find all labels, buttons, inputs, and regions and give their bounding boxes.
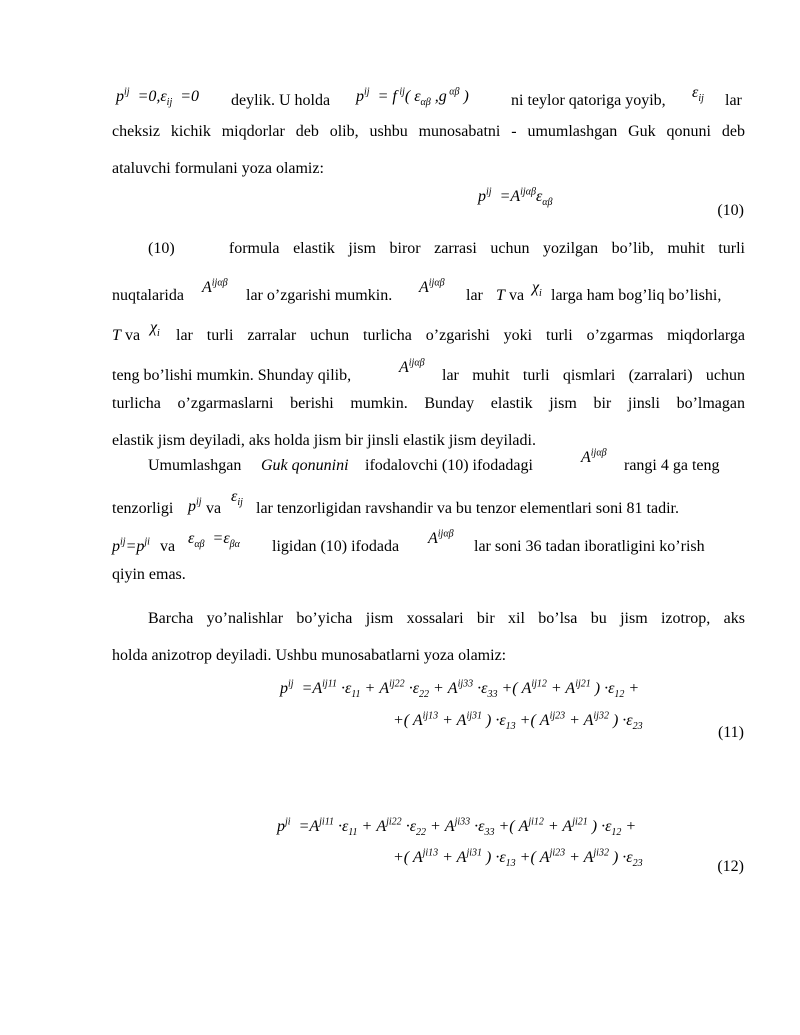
formula-chi-i-2: $\chi_i$ xyxy=(150,319,160,340)
text-lar-turli-inner: lar turli zarralar uchun turlicha o’zgarishi yoki turli o’zgarmas miqdorlarga xyxy=(176,327,745,344)
text-ligidan: ligidan (10) ifodada xyxy=(272,538,400,555)
equation-11-line-2: +( $A^{ij13} + A^{ij31}$ ) $\cdot\varepsilon_{13}$ +( $A^{ij23} + A^{ij32}$ ) $\cdot\varepsilon_{23}$ xyxy=(393,710,643,733)
text-deylik: deylik. U holda xyxy=(231,92,331,109)
equation-10-number: (10) xyxy=(717,202,744,219)
paragraph-2-line-3 xyxy=(112,309,745,349)
text-rangi: rangi 4 ga teng xyxy=(624,457,720,474)
text-va-2: va xyxy=(125,327,141,344)
formula-chi-i: $\chi_i$ xyxy=(532,279,542,300)
paragraph-2-line-6: elastik jism deyiladi, aks holda jism bir jinsli elastik jism deyiladi. xyxy=(112,432,536,449)
formula-A-ijab-3: $A^{ij\alpha\beta}$ xyxy=(399,357,425,376)
paragraph-2 xyxy=(112,230,745,459)
text-larga-ham: larga ham bog’liq bo’lishi, xyxy=(551,287,722,304)
formula-eps-ij-2: $\varepsilon_{ij}$ xyxy=(231,488,243,509)
formula-p-f-eps-g: $p^{ij} = f$ $^{ij}$( $\varepsilon_{\alpha\beta}$ ,g $^{\alpha\beta}$ ) xyxy=(356,86,469,109)
text-va: va xyxy=(509,287,525,304)
paragraph-3-line-2 xyxy=(112,480,745,520)
formula-A-ijab-1: $A^{ij\alpha\beta}$ xyxy=(202,277,228,296)
text-lar-muhit xyxy=(442,357,745,394)
paragraph-2-line-2 xyxy=(112,267,745,309)
text-lar-soni: lar soni 36 tadan iboratligini ko’rish xyxy=(474,538,705,555)
paragraph-3-line-4: qiyin emas. xyxy=(112,566,186,583)
equation-11-number: (11) xyxy=(717,724,744,741)
text-va-4: va xyxy=(160,538,176,555)
equation-12-number: (12) xyxy=(717,858,744,875)
formula-eps-sym: $\varepsilon_{\alpha\beta} =\varepsilon_{\beta\alpha}$ xyxy=(188,530,240,551)
paragraph-2-line-4 xyxy=(112,349,745,385)
text-tenzorligi: tenzorligi xyxy=(112,500,174,517)
text-umumlashgan: Umumlashgan xyxy=(148,457,242,474)
paragraph-3 xyxy=(112,443,745,593)
formula-A-ijab-2: $A^{ij\alpha\beta}$ xyxy=(419,277,445,296)
paragraph-3-line-1 xyxy=(112,443,745,480)
formula-pij-eq-pji: $p^{ij}=p^{ji}$ xyxy=(112,536,150,555)
text-va-3: va xyxy=(206,500,222,517)
formula-A-ijab-4: $A^{ij\alpha\beta}$ xyxy=(581,447,607,466)
formula-A-ijab-5: $A^{ij\alpha\beta}$ xyxy=(428,528,454,547)
formula-eps-ij: $\varepsilon_{ij}$ xyxy=(692,84,704,105)
text-ifodalovchi: ifodalovchi (10) ifodadagi xyxy=(365,457,533,474)
text-lar-2: lar xyxy=(466,287,483,304)
text-guk-qonunini: Guk qonunini xyxy=(261,457,349,474)
equation-12-line-1: $p^{ji} =A^{ji11} \cdot\varepsilon_{11} + A^{ji22} \cdot\varepsilon_{22} + A^{ji33} \cdot\varepsilon_{33}$ +( $A^{ji12} + A^{ji21}$ ) $\cdot\varepsilon_{12}$ + xyxy=(277,816,637,839)
paragraph-1-line-3: ataluvchi formulani yoza olamiz: xyxy=(112,160,324,177)
symbol-T-2: T xyxy=(112,327,121,344)
paragraph-4-line-1: Barcha yo’nalishlar bo’yicha jism xossalari bir xil bo’lsa bu jism izotrop, aks xyxy=(148,610,745,627)
formula-p-ij: $p^{ij}$ xyxy=(188,496,202,515)
paragraph-1 xyxy=(112,76,745,187)
text-lar: lar xyxy=(725,92,742,109)
symbol-T: T xyxy=(496,287,505,304)
paragraph-2-line-5: turlicha o’zgarmaslarni berishi mumkin. Bunday elastik jism bir jinsli bo’lmagan xyxy=(112,395,745,412)
paragraph-2-line-1: (10) formula elastik jism biror zarrasi uchun yozilgan bo’lib, muhit turli xyxy=(148,240,745,257)
equation-10: $p^{ij} =A^{ij\alpha\beta}\varepsilon_{\alpha\beta}$ xyxy=(478,186,553,209)
text-lar-tenzorligidan: lar tenzorligidan ravshandir va bu tenzor elementlari soni 81 tadir. xyxy=(256,500,679,517)
text-lar-muhit-inner: lar muhit turli qismlari (zarralari) uchun xyxy=(442,367,745,384)
text-nuqtalarida: nuqtalarida xyxy=(112,287,184,304)
paragraph-1-line-1 xyxy=(112,76,745,113)
equation-11-line-1: $p^{ij} =A^{ij11} \cdot\varepsilon_{11} + A^{ij22} \cdot\varepsilon_{22} + A^{ij33} \cdot\varepsilon_{33}$ +( $A^{ij12} + A^{ij21}$ ) $\cdot\varepsilon_{12}$ + xyxy=(280,678,640,701)
formula-p-eps-zero: $p^{ij} =0,\varepsilon_{ij} =0$ xyxy=(116,86,200,109)
text-ni-teylor: ni teylor qatoriga yoyib, xyxy=(511,92,666,109)
paragraph-3-line-3 xyxy=(112,520,745,556)
paragraph-4 xyxy=(112,600,745,674)
paragraph-1-line-2: cheksiz kichik miqdorlar deb olib, ushbu munosabatni - umumlashgan Guk qonuni deb xyxy=(112,123,745,140)
text-lar-ozgarishi: lar o’zgarishi mumkin. xyxy=(246,287,393,304)
equation-12-line-2: +( $A^{ji13} + A^{ji31}$ ) $\cdot\varepsilon_{13}$ +( $A^{ji23} + A^{ji32}$ ) $\cdot\varepsilon_{23}$ xyxy=(393,847,643,870)
paragraph-4-line-2: holda anizotrop deyiladi. Ushbu munosabatlarni yoza olamiz: xyxy=(112,647,507,664)
text-teng-boolishi: teng bo’lishi mumkin. Shunday qilib, xyxy=(112,367,352,384)
